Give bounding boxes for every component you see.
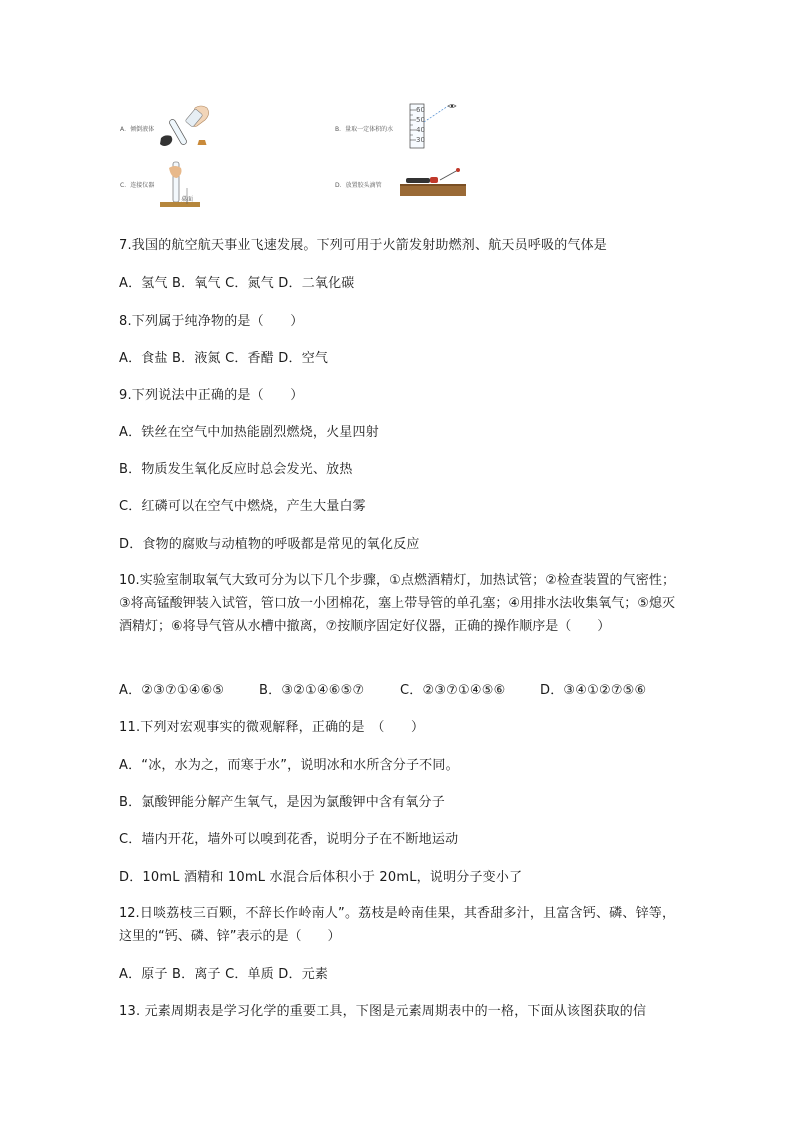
figure-c <box>115 158 225 212</box>
question-12-options: A．原子 B．离子 C．单质 D．元素 <box>119 967 329 982</box>
question-11-stem: 11.下列对宏观事实的微观解释，正确的是 （ ） <box>119 720 425 735</box>
figure-a-label: A．倾倒液体 <box>120 126 155 133</box>
question-10-option-c: C．②③⑦①④⑤⑥ <box>400 683 506 698</box>
figure-c-label: C．连接仪器 <box>120 182 155 189</box>
question-11-option-c: C．墙内开花，墙外可以嗅到花香，说明分子在不断地运动 <box>119 832 459 847</box>
tick-40: 40 <box>416 126 425 134</box>
question-10-option-d: D．③④①②⑦⑤⑥ <box>540 683 647 698</box>
figure-d <box>330 158 470 212</box>
tick-60: 60 <box>416 106 425 114</box>
question-12-stem: 12.日啖荔枝三百颗，不辞长作岭南人”。荔枝是岭南佳果，其香甜多汁，且富含钙、磷、锌等，这里的“钙、磷、锌”表示的是（ ） <box>119 906 675 944</box>
question-9-option-b: B．物质发生氧化反应时总会发光、放热 <box>119 462 353 477</box>
question-10-option-a: A．②③⑦①④⑥⑤ <box>119 683 225 698</box>
question-9-option-c: C．红磷可以在空气中燃烧，产生大量白雾 <box>119 499 366 514</box>
figure-b-label: B．量取一定体积的水 <box>335 126 394 133</box>
question-11-option-a: A．“冰，水为之，而寒于水”，说明冰和水所含分子不同。 <box>119 758 459 773</box>
question-11-option-b: B．氯酸钾能分解产生氧气，是因为氯酸钾中含有氧分子 <box>119 795 445 810</box>
dropper-on-desk-illustration <box>330 158 470 212</box>
question-7-stem: 7.我国的航空航天事业飞速发展。下列可用于火箭发射助燃剂、航天员呼吸的气体是 <box>119 238 608 253</box>
pouring-liquid-illustration <box>115 100 225 152</box>
question-9-option-a: A．铁丝在空气中加热能剧烈燃烧，火星四射 <box>119 425 379 440</box>
desk-label: 桌面 <box>181 196 194 203</box>
connecting-apparatus-illustration <box>115 158 225 212</box>
tick-50: 50 <box>416 116 425 124</box>
figure-panel <box>115 100 475 203</box>
question-9-stem: 9.下列说法中正确的是（ ） <box>119 388 304 403</box>
figure-a <box>115 100 225 152</box>
figure-b <box>330 100 470 152</box>
question-9-option-d: D．食物的腐败与动植物的呼吸都是常见的氧化反应 <box>119 537 420 552</box>
question-10-options <box>119 683 646 699</box>
question-8-stem: 8.下列属于纯净物的是（ ） <box>119 314 304 329</box>
question-13-stem: 13. 元素周期表是学习化学的重要工具，下图是元素周期表中的一格，下面从该图获取的信 <box>119 1004 647 1019</box>
tick-30: 30 <box>416 136 425 144</box>
question-8-options: A．食盐 B．液氮 C．香醋 D．空气 <box>119 351 329 366</box>
figure-d-label: D．放置胶头滴管 <box>335 182 382 189</box>
question-10-stem: 10.实验室制取氧气大致可分为以下几个步骤，①点燃酒精灯，加热试管；②检查装置的气密性；③将高锰酸钾装入试管，管口放一小团棉花，塞上带导管的单孔塞；④用排水法收集氧气；⑤熄灭酒精灯；⑥将导气管从水槽中撤离，⑦按顺序固定好仪器，正确的操作顺序是（ ） <box>119 573 675 634</box>
measuring-cylinder-illustration <box>330 100 470 152</box>
question-11-option-d: D．10mL 酒精和 10mL 水混合后体积小于 20mL，说明分子变小了 <box>119 870 523 885</box>
question-10-option-b: B．③②①④⑥⑤⑦ <box>259 683 365 698</box>
question-7-options: A．氢气 B．氧气 C．氮气 D．二氧化碳 <box>119 276 355 291</box>
